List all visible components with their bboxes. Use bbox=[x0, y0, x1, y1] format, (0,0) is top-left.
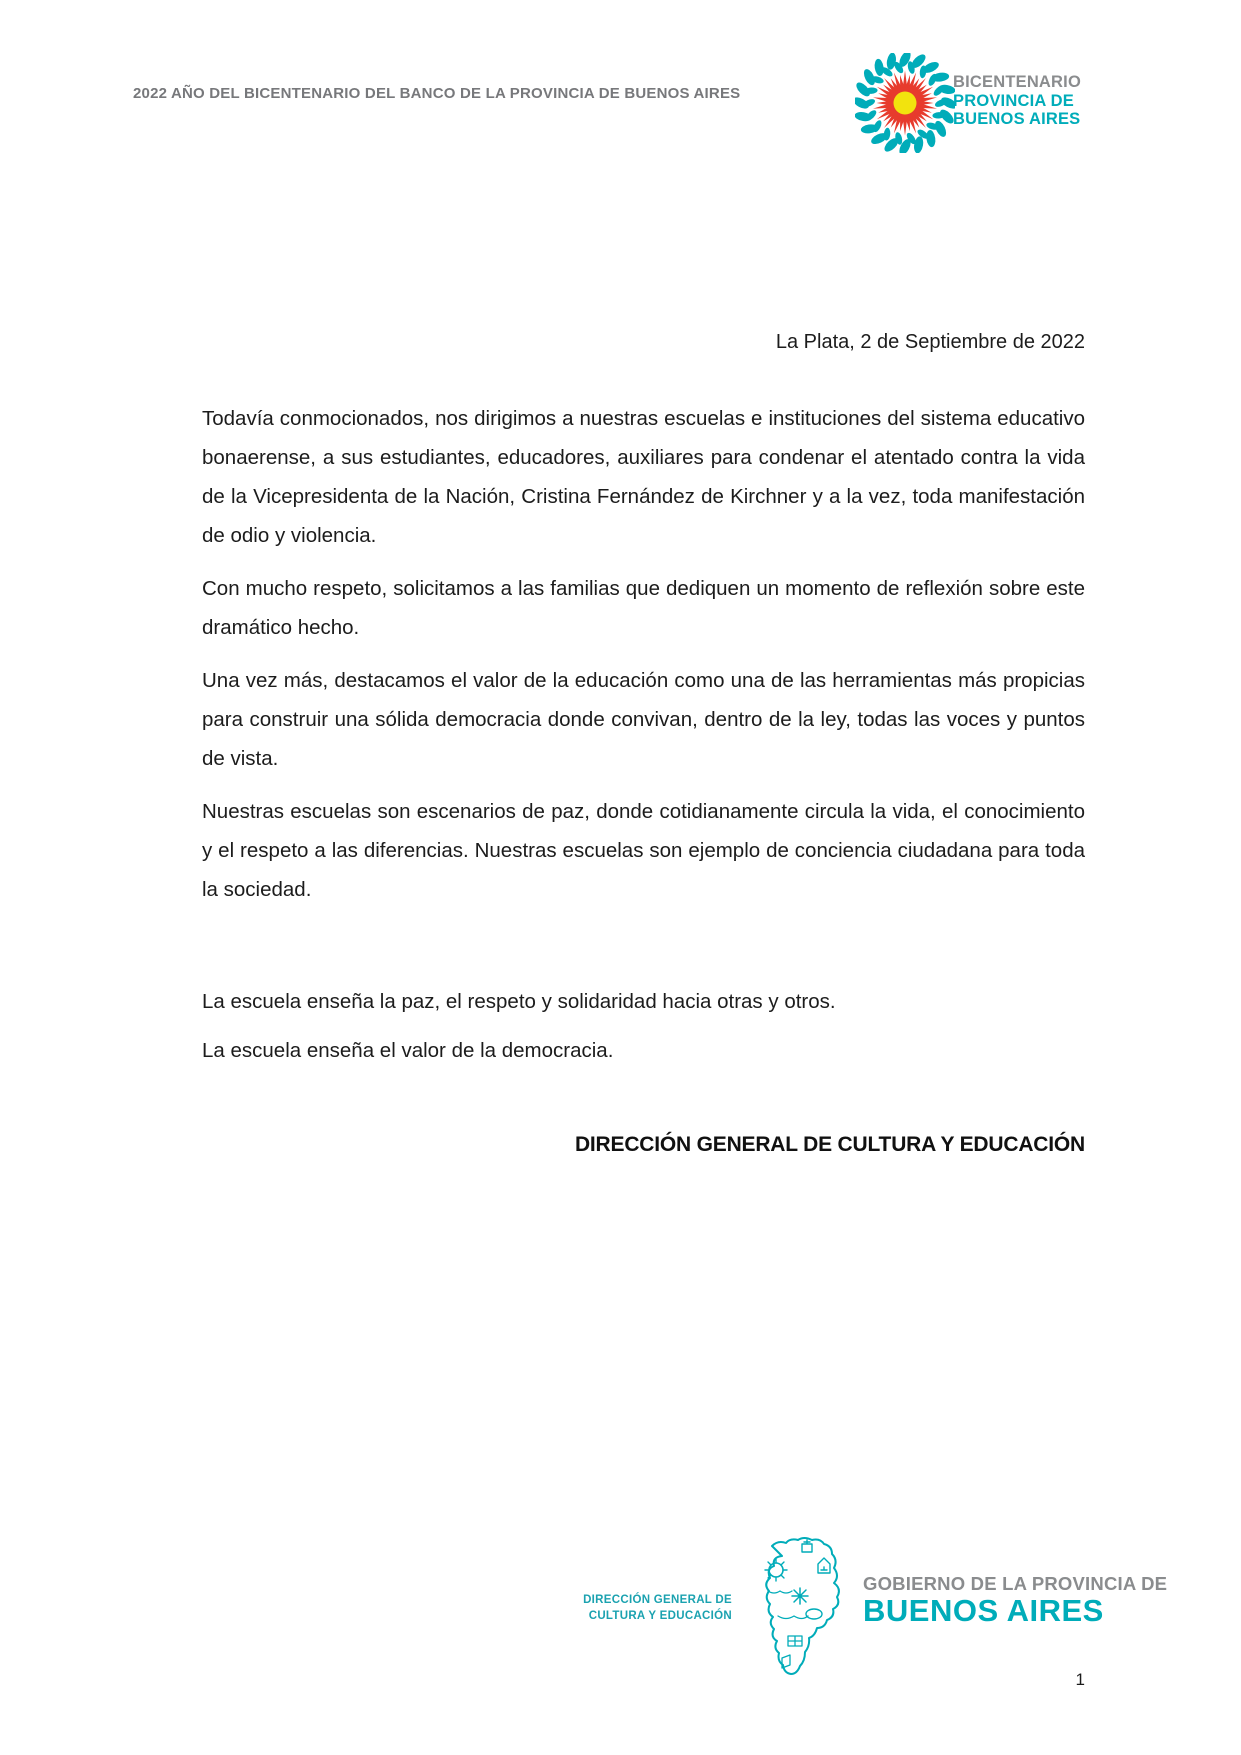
statement-line: La escuela enseña el valor de la democracia. bbox=[202, 1039, 614, 1062]
bicentenario-flower-icon bbox=[855, 53, 955, 153]
wordmark-line-buenos-aires: BUENOS AIRES bbox=[953, 110, 1081, 128]
paragraph: Nuestras escuelas son escenarios de paz, donde cotidianamente circula la vida, el conocimiento y el respeto a las diferencias. Nuestras escuelas son ejemplo de conciencia ciudadana para toda la sociedad. bbox=[202, 800, 1085, 901]
footer-government-block bbox=[863, 1574, 1167, 1627]
wordmark-line-provincia: PROVINCIA DE bbox=[953, 91, 1074, 110]
footer-dgce-line1: DIRECCIÓN GENERAL DE bbox=[583, 1594, 732, 1606]
paragraph: Una vez más, destacamos el valor de la educación como una de las herramientas más propicias para construir una sólida democracia donde convivan, dentro de la ley, todas las voces y puntos de vista. bbox=[202, 669, 1085, 770]
footer-dgce-line2: CULTURA Y EDUCACIÓN bbox=[588, 1610, 732, 1622]
date-line: La Plata, 2 de Septiembre de 2022 bbox=[775, 331, 1085, 353]
bicentenario-banner-text: 2022 AÑO DEL BICENTENARIO DEL BANCO DE LA PROVINCIA DE BUENOS AIRES bbox=[133, 85, 741, 102]
footer-gov-line: GOBIERNO DE LA PROVINCIA DE bbox=[863, 1573, 1168, 1594]
paragraph: Con mucho respeto, solicitamos a las familias que dediquen un momento de reflexión sobre este dramático hecho. bbox=[202, 577, 1085, 639]
page-number: 1 bbox=[1075, 1670, 1085, 1689]
letter-body bbox=[202, 330, 1085, 1158]
buenos-aires-province-map-icon bbox=[748, 1536, 852, 1678]
footer-buenos-aires-line: BUENOS AIRES bbox=[863, 1593, 1104, 1628]
statement-line: La escuela enseña la paz, el respeto y solidaridad hacia otras y otros. bbox=[202, 990, 836, 1013]
bicentenario-wordmark bbox=[953, 73, 1081, 129]
footer-dgce-text bbox=[490, 1592, 732, 1624]
signature-heading: DIRECCIÓN GENERAL DE CULTURA Y EDUCACIÓN bbox=[574, 1133, 1085, 1156]
wordmark-line-bicentenario: BICENTENARIO bbox=[953, 73, 1081, 91]
paragraph: Todavía conmocionados, nos dirigimos a nuestras escuelas e instituciones del sistema educativo bonaerense, a sus estudiantes, educadores, auxiliares para condenar el atentado contra la vida de la Vicepresidenta de la Nación, Cristina Fernández de Kirchner y a la vez, toda manifestación de odio y violencia. bbox=[202, 407, 1085, 547]
